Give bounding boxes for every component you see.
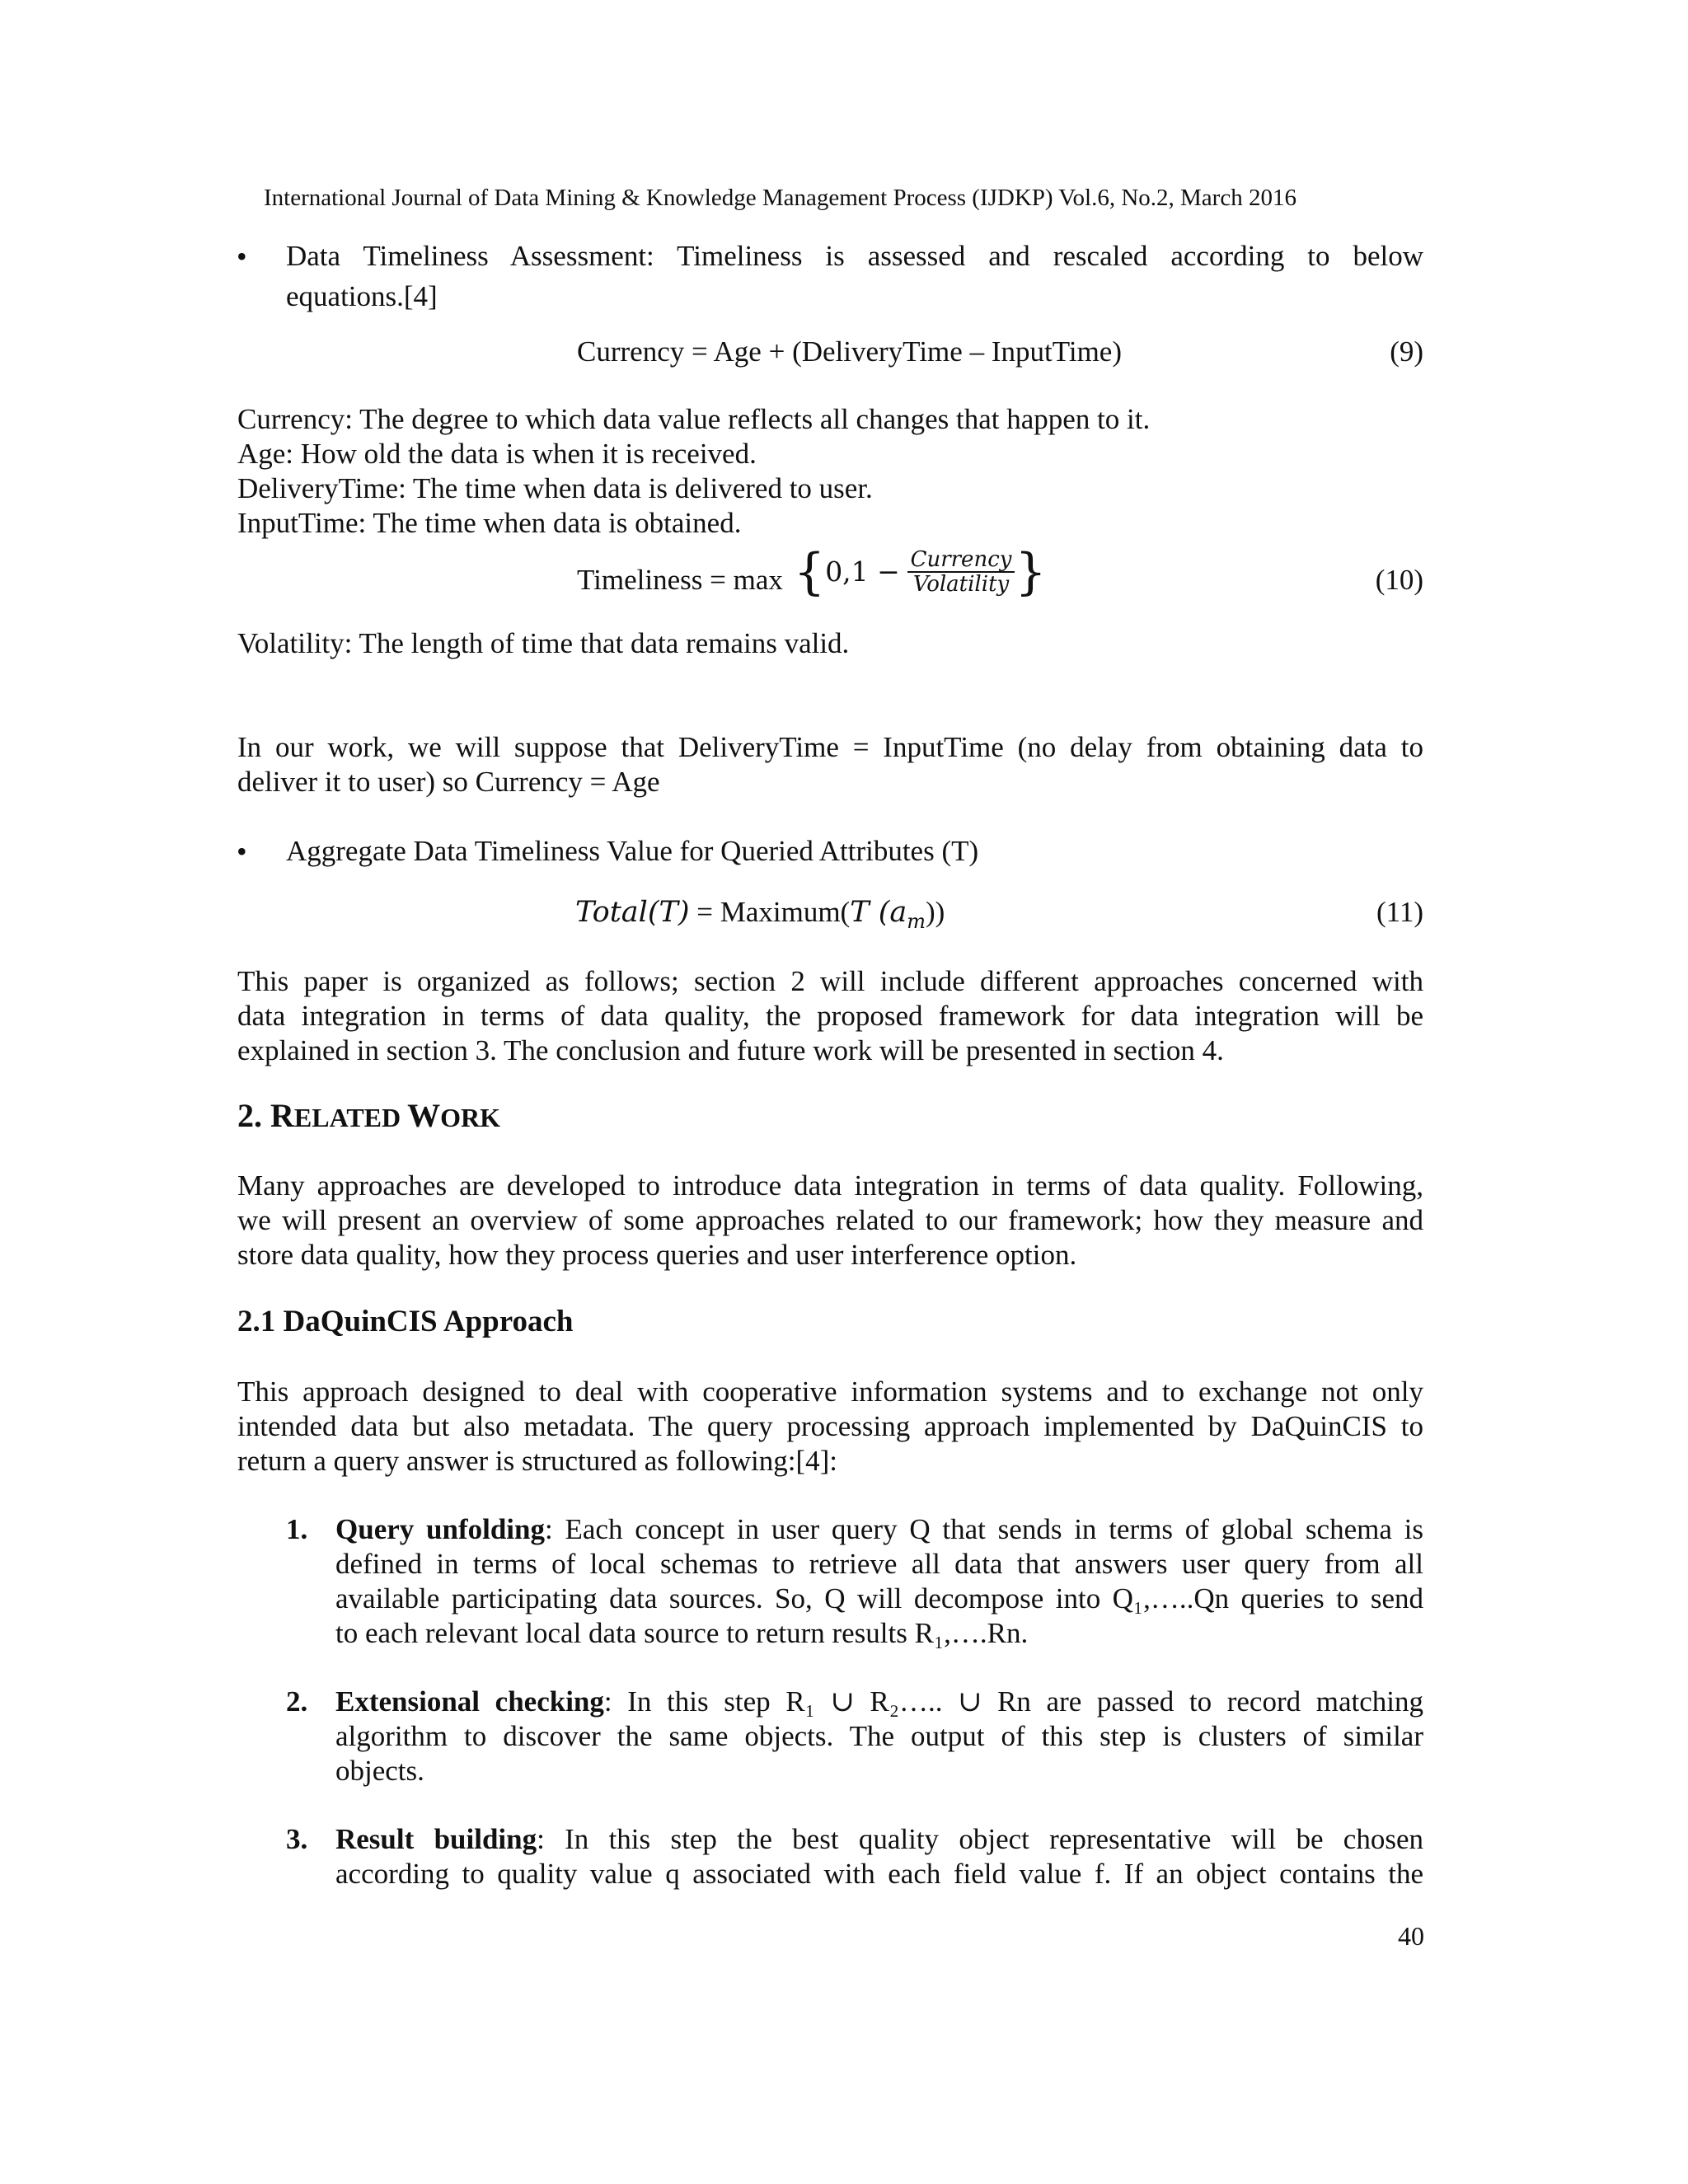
equation-body: Total(T) = Maximum(T $(a_m)$) xyxy=(575,896,945,933)
list-item-line: to each relevant local data source to return results R₁,….Rn. xyxy=(335,1617,1029,1649)
paragraph-line: In our work, we will suppose that DeliveryTime = InputTime (no delay from obtaining data to xyxy=(237,731,1423,763)
list-item-number: 1. xyxy=(286,1513,308,1545)
fraction-denominator: Volatility xyxy=(912,572,1010,597)
paragraph-line: intended data but also metadata. The query processing approach implemented by DaQuinCIS to xyxy=(237,1410,1423,1442)
list-item-line: available participating data sources. So, Q will decompose into Q₁,…..Qn queries to send xyxy=(335,1582,1423,1615)
equation-number: (11) xyxy=(1376,896,1423,928)
equation-lhs: Timeliness = max xyxy=(577,564,783,596)
list-item-line: Result building: In this step the best quality object representative will be chosen xyxy=(335,1823,1424,1855)
list-item xyxy=(286,1685,1423,1792)
paragraph-line: This approach designed to deal with cooperative information systems and to exchange not only xyxy=(237,1376,1423,1408)
list-item-line: Extensional checking: In this step R₁ ∪ R₂….. ∪ Rn are passed to record matching xyxy=(335,1685,1423,1718)
equation-10 xyxy=(237,543,1423,614)
definition-line: DeliveryTime: The time when data is delivered to user. xyxy=(237,472,873,504)
equation-11 xyxy=(237,895,1423,933)
equation-number: (9) xyxy=(1390,335,1423,368)
paragraph-line: deliver it to user) so Currency = Age xyxy=(237,766,660,798)
paragraph-line: This paper is organized as follows; section 2 will include different approaches concerned with xyxy=(237,965,1423,997)
paragraph-line: store data quality, how they process queries and user interference option. xyxy=(237,1239,1077,1271)
equation-9 xyxy=(237,335,1423,371)
list-item-line: defined in terms of local schemas to retrieve all data that answers user query from all xyxy=(335,1548,1423,1580)
list-item xyxy=(286,1512,1423,1652)
list-item-number: 3. xyxy=(286,1823,308,1855)
subsection-heading: 2.1 DaQuinCIS Approach xyxy=(237,1305,574,1338)
fraction-numerator: Currency xyxy=(907,548,1015,573)
list-item-line: according to quality value q associated with each field value f. If an object contains the xyxy=(335,1858,1423,1890)
list-item-line: Query unfolding: Each concept in user query Q that sends in terms of global schema is xyxy=(335,1513,1423,1545)
definition-line: Volatility: The length of time that data remains valid. xyxy=(237,627,850,659)
paragraph-line: data integration in terms of data quality, the proposed framework for data integration will be xyxy=(237,1000,1423,1032)
page-number: 40 xyxy=(1398,1921,1424,1951)
paragraph-line: we will present an overview of some approaches related to our framework; how they measure and xyxy=(237,1204,1423,1236)
definition-line: InputTime: The time when data is obtained. xyxy=(237,507,742,539)
list-item xyxy=(286,1822,1423,1896)
paragraph-line: Many approaches are developed to introduce data integration in terms of data quality. Following, xyxy=(237,1169,1423,1202)
definition-line: Currency: The degree to which data value reflects all changes that happen to it. xyxy=(237,403,1151,435)
equation-number: (10) xyxy=(1375,564,1423,596)
list-item-line: algorithm to discover the same objects. The output of this step is clusters of similar xyxy=(335,1720,1423,1752)
bullet-dot: • xyxy=(237,240,247,273)
bullet-text-line: Aggregate Data Timeliness Value for Queried Attributes (T) xyxy=(286,835,979,867)
bullet-text-line: equations.[4] xyxy=(286,280,438,312)
definition-line: Age: How old the data is when it is received. xyxy=(237,438,757,470)
list-item-number: 2. xyxy=(286,1685,308,1718)
bullet-dot: • xyxy=(237,835,247,868)
section-heading: 2. RELATED WORK xyxy=(237,1097,500,1134)
equation-rhs: {0,1 − $\frac{\text{Currency}}{\text{Volatility}}$ } xyxy=(794,543,1047,601)
paragraph-line: return a query answer is structured as following:[4]: xyxy=(237,1445,837,1477)
equation-body: Currency = Age + (DeliveryTime – InputTime) xyxy=(577,335,1122,368)
list-item-line: objects. xyxy=(335,1755,424,1787)
bullet-text-line: Data Timeliness Assessment: Timeliness is assessed and rescaled according to below xyxy=(286,240,1423,272)
running-header: International Journal of Data Mining & Knowledge Management Process (IJDKP) Vol.6, No.2, March 2016 xyxy=(264,185,1296,211)
paragraph-line: explained in section 3. The conclusion and future work will be presented in section 4. xyxy=(237,1034,1224,1066)
fraction xyxy=(907,548,1015,596)
